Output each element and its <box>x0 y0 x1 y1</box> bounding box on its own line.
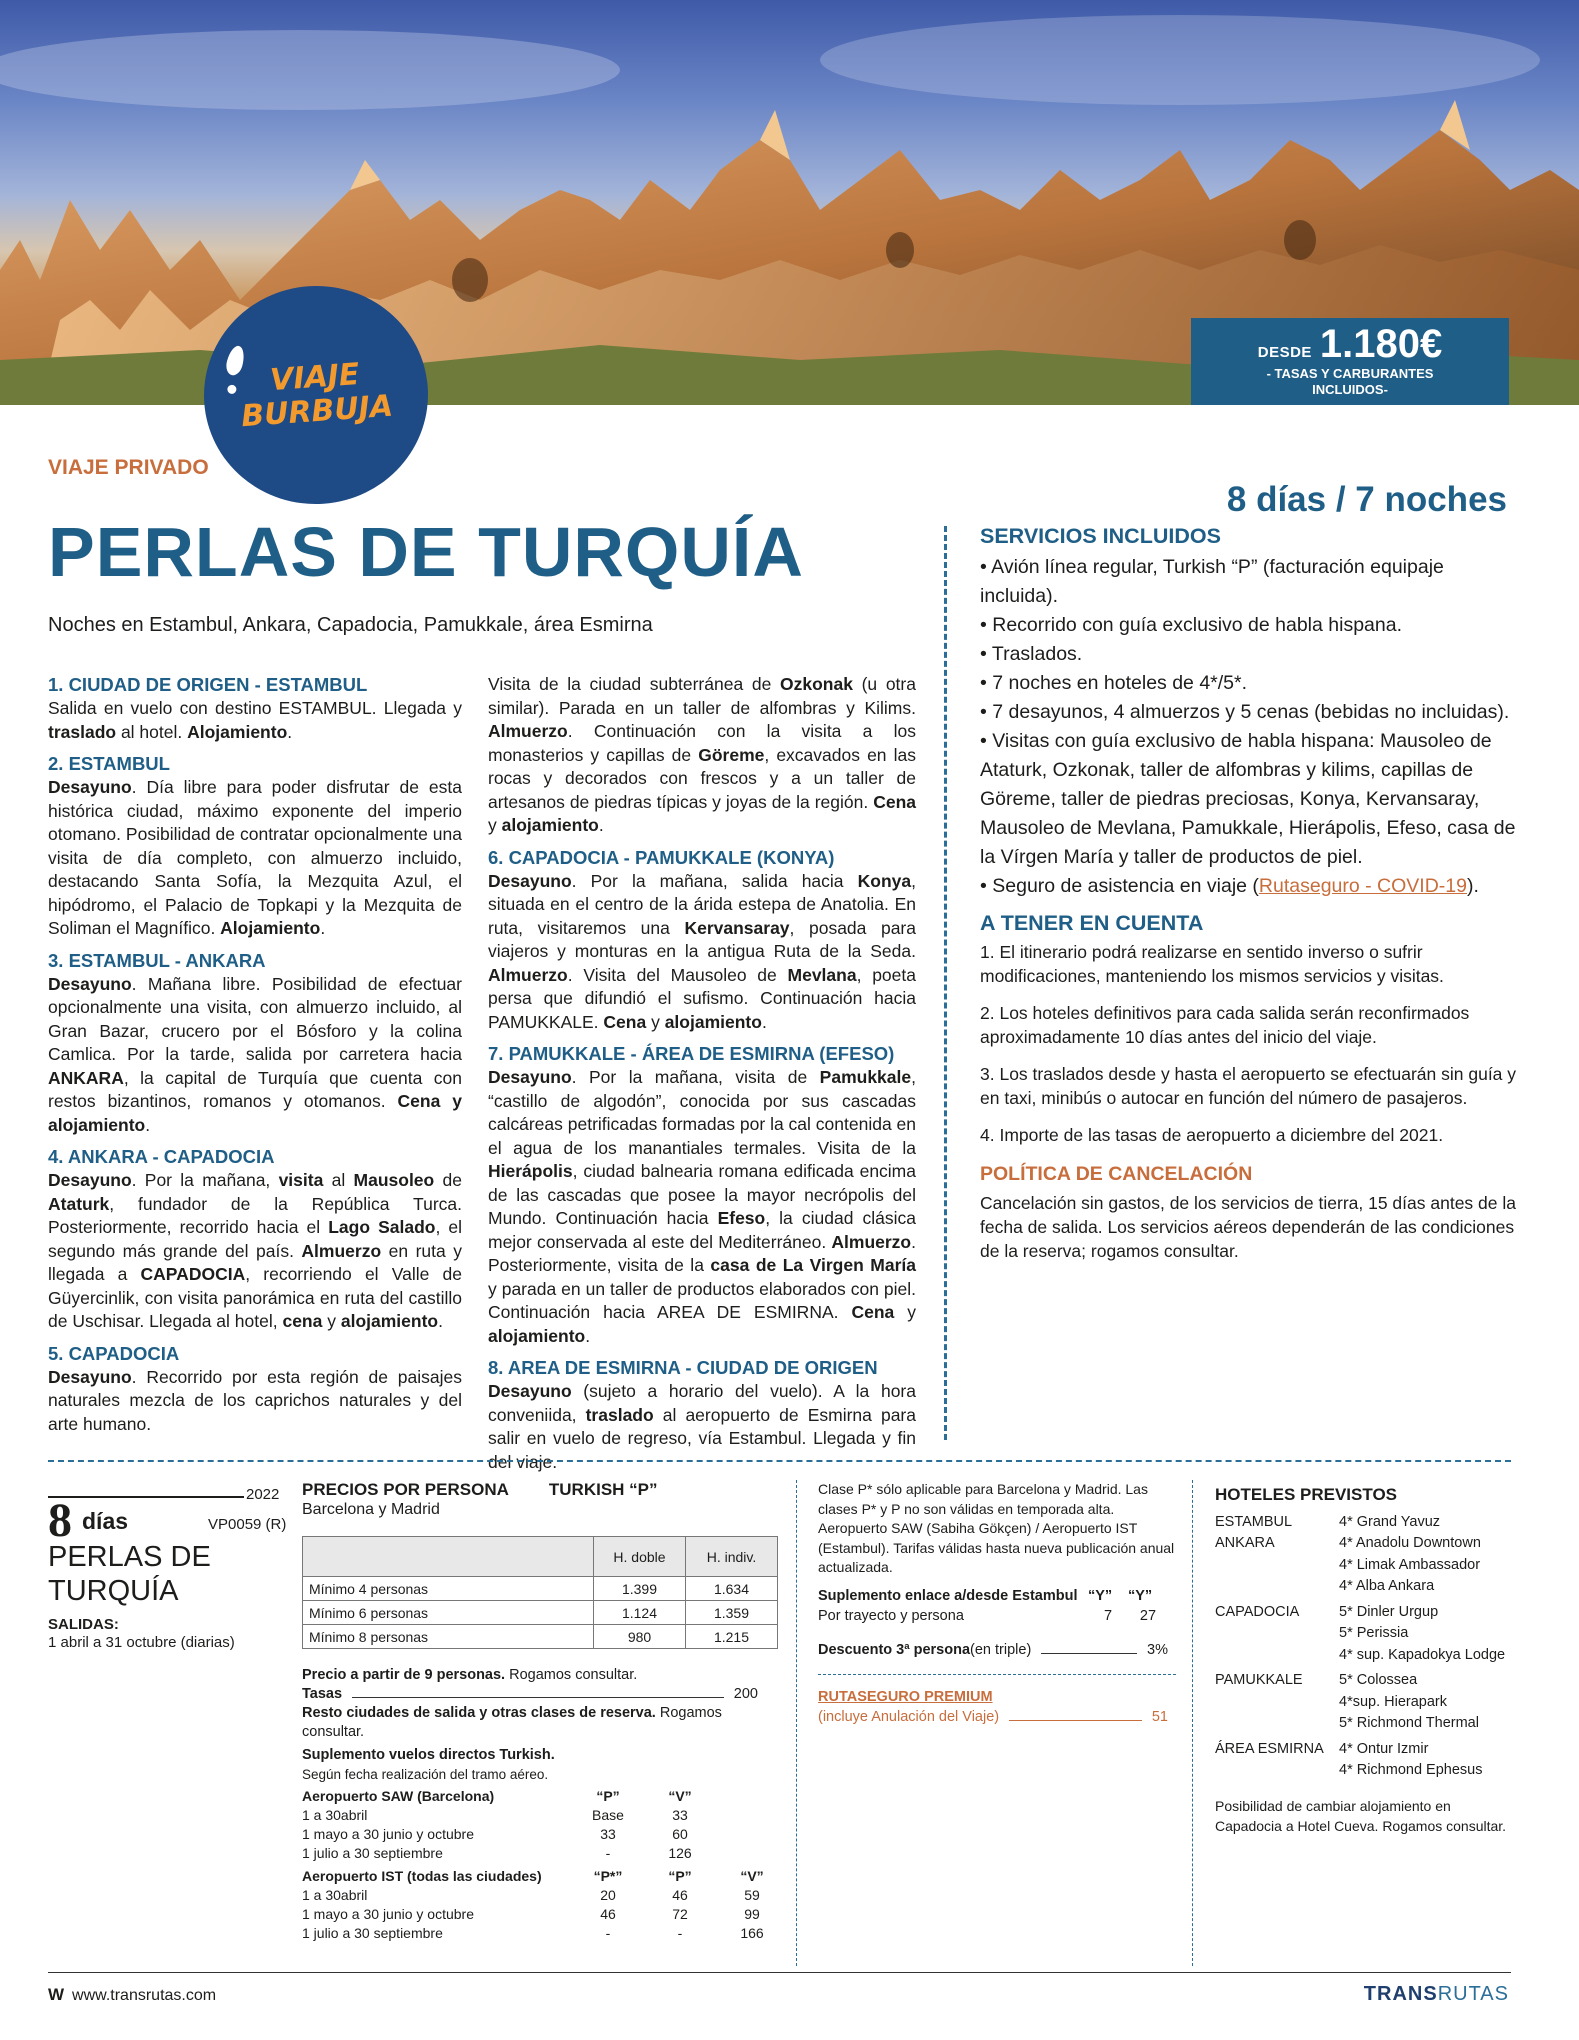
col-pstar: “P*” <box>593 1868 623 1884</box>
note-item: 4. Importe de las tasas de aeropuerto a diciembre del 2021. <box>980 1125 1444 1145</box>
day-5-text: Desayuno. Recorrido por esta región de paisajes naturales mezcla de los caprichos naturales y del arte humano. <box>48 1366 462 1434</box>
col-p: “P” <box>668 1868 692 1884</box>
hotel-name: 4* Richmond Ephesus <box>1339 1762 1483 1778</box>
saw-label: Aeropuerto SAW (Barcelona) <box>302 1788 495 1804</box>
day-1-title: 1. CIUDAD DE ORIGEN - ESTAMBUL <box>48 674 368 695</box>
rutaseguro-link[interactable]: Rutaseguro - COVID-19 <box>1258 875 1467 897</box>
hotel-city <box>1215 1760 1339 1782</box>
prices-title: PRECIOS POR PERSONA <box>302 1480 509 1499</box>
day-7-title: 7. PAMUKKALE - ÁREA DE ESMIRNA (EFESO) <box>488 1043 895 1064</box>
cell: 33 <box>672 1807 688 1823</box>
dot-icon <box>227 385 237 395</box>
row-label: Mínimo 6 personas <box>303 1601 594 1625</box>
insurance-prefix: • Seguro de asistencia en viaje ( <box>980 875 1259 897</box>
table-header-single: H. indiv. <box>686 1537 778 1577</box>
page-title: PERLAS DE TURQUÍA <box>48 513 804 591</box>
airline-label: TURKISH “P” <box>548 1480 658 1499</box>
year: 2022 <box>246 1486 280 1503</box>
table-row <box>303 1601 778 1625</box>
badge-line-2: BURBUJA <box>240 388 395 435</box>
price-from-label: DESDE <box>1257 344 1312 361</box>
trip-duration: 8 días / 7 noches <box>1226 480 1507 519</box>
tasas-label: Tasas <box>302 1686 343 1702</box>
hotel-city <box>1215 1692 1339 1714</box>
brand-logo <box>1364 1983 1509 2006</box>
price-double: 980 <box>594 1625 686 1649</box>
table-row <box>302 1825 772 1844</box>
rutaseguro-title[interactable]: RUTASEGURO PREMIUM <box>818 1688 993 1705</box>
day-6-title: 6. CAPADOCIA - PAMUKKALE (KONYA) <box>488 846 835 868</box>
insurance-suffix: ). <box>1467 875 1479 897</box>
service-item: • 7 noches en hoteles de 4*/5*. <box>980 672 1248 694</box>
footer-rule <box>48 1972 1511 1973</box>
table-row <box>303 1625 778 1649</box>
day-5-text-cont: Visita de la ciudad subterránea de Ozkonak (u otra similar). Parada en un taller de alfombras y Kilims. Almuerzo. Continuación con la visita a los monasterios y capillas de Göreme, excavados en las rocas y decorados con frescos y a un taller de artesanos de piedras típicas y joyas de la región. Cena y alojamiento. <box>488 674 916 835</box>
note-item: 2. Los hoteles definitivos para cada salida serán reconfirmados aproximadamente 10 días antes del inicio del viaje. <box>980 1003 1470 1047</box>
hotel-name: 4* Anadolu Downtown <box>1339 1535 1481 1551</box>
from9-bold: Precio a partir de 9 personas. <box>302 1667 506 1683</box>
hotel-name: 5* Perissia <box>1339 1625 1409 1641</box>
resto-text: Rogamos consultar. <box>302 1705 722 1740</box>
saw-table <box>302 1787 772 1943</box>
table-row <box>302 1905 772 1924</box>
supl-sub: Según fecha realización del tramo aéreo. <box>302 1767 549 1782</box>
row-label: 1 julio a 30 septiembre <box>302 1925 443 1941</box>
cell: 166 <box>740 1925 764 1941</box>
day-8-title: 8. AREA DE ESMIRNA - CIUDAD DE ORIGEN <box>488 1357 878 1378</box>
col-y: “Y” <box>1088 1587 1113 1604</box>
row-label: 1 a 30abril <box>302 1807 368 1823</box>
days-number: 8 <box>48 1494 72 1547</box>
row-label: 1 a 30abril <box>302 1887 368 1903</box>
price-double: 1.399 <box>594 1577 686 1601</box>
cell: 7 <box>1103 1607 1113 1624</box>
hotels-list <box>1215 1512 1515 1782</box>
cell: Base <box>592 1807 624 1823</box>
note-item: 1. El itinerario podrá realizarse en sentido inverso o sufrir modificaciones, manteniendo los mismos servicios y visitas. <box>980 942 1444 986</box>
hotel-city <box>1215 1713 1339 1735</box>
supl-title: Suplemento vuelos directos Turkish. <box>302 1747 555 1763</box>
salidas-value: 1 abril a 31 octubre (diarias) <box>48 1634 235 1651</box>
cell: 27 <box>1139 1607 1157 1624</box>
drop-icon <box>224 344 247 377</box>
cell: 60 <box>672 1826 688 1842</box>
column-divider <box>1192 1480 1193 1966</box>
cell: 46 <box>672 1887 688 1903</box>
section-divider <box>48 1460 1511 1462</box>
cell: - <box>605 1925 611 1941</box>
day-8-text: Desayuno (sujeto a horario del vuelo). A la hora conveniida, traslado al aeropuerto de Esmirna para salir en vuelo de regreso, vía Estambul. Llegada y fin del viaje. <box>488 1381 916 1472</box>
cell: 46 <box>600 1906 616 1922</box>
table-row <box>302 1924 772 1943</box>
cell: 59 <box>744 1887 760 1903</box>
itinerary-column-2 <box>488 673 916 1482</box>
services-title: SERVICIOS INCLUIDOS <box>980 524 1221 548</box>
resto-bold: Resto ciudades de salida y otras clases de reserva. <box>302 1705 656 1721</box>
service-item: • Visitas con guía exclusivo de habla hispana: Mausoleo de Ataturk, Ozkonak, taller de alfombras y kilims, capillas de Göreme, taller de piedras preciosas, Konya, Kervansaray, Mausoleo de Mevlana, Pamukkale, Hierápolis, Efeso, casa de la Vírgen María y taller de productos de piel. <box>980 730 1516 868</box>
row-label: 1 mayo a 30 junio y octubre <box>302 1906 474 1922</box>
brand-part-1: TRANS <box>1363 1983 1438 2005</box>
service-item: • Recorrido con guía exclusivo de habla hispana. <box>980 614 1403 636</box>
day-4-title: 4. ANKARA - CAPADOCIA <box>48 1146 275 1167</box>
hotel-name: 5* Dinler Urgup <box>1339 1603 1439 1620</box>
departure-cities: Barcelona y Madrid <box>302 1501 440 1518</box>
hotel-name: 4* Grand Yavuz <box>1339 1513 1441 1530</box>
col-v: “V” <box>668 1788 692 1804</box>
trip-type: VIAJE PRIVADO <box>48 456 209 479</box>
days-label: días <box>82 1508 129 1534</box>
enlace-label: Suplemento enlace a/desde Estambul <box>818 1587 1078 1604</box>
rutaseguro-value: 51 <box>1151 1708 1168 1725</box>
hotel-name: 4* Alba Ankara <box>1339 1578 1435 1594</box>
rutaseguro-sub: (incluye Anulación del Viaje) <box>818 1708 1000 1725</box>
day-3-text: Desayuno. Mañana libre. Posibilidad de efectuar opcionalmente una visita, con almuerzo incluido, al Gran Bazar, crucero por el Bósforo y la colina Camlica. Por la tarde, salida por carretera hacia ANKARA, la capital de Turquía que cuenta con restos bizantinos, romanos y otomanos. Cena y alojamiento. <box>48 973 462 1135</box>
col-v: “V” <box>740 1868 764 1884</box>
day-2-text: Desayuno. Día libre para poder disfrutar de esta histórica ciudad, máximo exponente del imperio otomano. Posibilidad de contratar opcionalmente una visita de día completo, con almuerzo incluido, destacando Santa Sofía, la Mezquita Azul, el hipódromo, el Palacio de Topkapi y la Mezquita de Soliman el Magnífico. Alojamiento. <box>48 777 462 938</box>
column-divider <box>796 1480 797 1966</box>
day-7-text: Desayuno. Por la mañana, visita de Pamukkale, “castillo de algodón”, conocida por sus cascadas calcáreas petrificadas formadas por la cal contenida en el agua de los manantiales termales. Visita de la Hierápolis, ciudad balnearia romana edificada encima de las cascadas que posee la mayor necrópolis del Mundo. Continuación hacia Efeso, la ciudad clásica mejor conservada al este del Mediterráneo. Almuerzo. Posteriormente, visita de la casa de La Virgen María y parada en un taller de productos elaborados con piel. Continuación hacia AREA DE ESMIRNA. Cena y alojamiento. <box>488 1067 917 1346</box>
services-column <box>980 522 1520 1276</box>
hotel-city: CAPADOCIA <box>1215 1603 1300 1620</box>
hotel-city: ANKARA <box>1215 1535 1275 1551</box>
service-item: • Avión línea regular, Turkish “P” (facturación equipaje incluida). <box>980 556 1444 607</box>
cancel-text: Cancelación sin gastos, de los servicios de tierra, 15 días antes de la fecha de salida. Los servicios aéreos dependerán de las condiciones de la reserva; rogamos consultar. <box>980 1193 1516 1261</box>
price-amount: 1.180€ <box>1319 322 1443 366</box>
cell: - <box>677 1925 683 1941</box>
footer-url[interactable] <box>48 1985 216 2005</box>
footer-url-text[interactable]: www.transrutas.com <box>72 1987 217 2004</box>
price-single: 1.359 <box>686 1601 778 1625</box>
table-row <box>302 1806 772 1825</box>
day-2-title: 2. ESTAMBUL <box>48 753 170 774</box>
cell: 99 <box>744 1906 760 1922</box>
prices-table <box>302 1536 778 1649</box>
services-list <box>980 553 1520 901</box>
hotel-city <box>1215 1555 1339 1577</box>
column-divider <box>944 526 947 1440</box>
hotel-city: ESTAMBUL <box>1215 1513 1293 1530</box>
day-6-text: Desayuno. Por la mañana, salida hacia Konya, situada en el centro de la árida estepa de Anatolia. En ruta, visitaremos una Kervansaray, posada para viajeros y monturas en la antigua Ruta de la Seda. Almuerzo. Visita del Mausoleo de Mevlana, poeta persa que difundió el sufismo. Continuación hacia PAMUKKALE. Cena y alojamiento. <box>488 870 916 1032</box>
hotels-column <box>1215 1484 1515 1836</box>
summary-trip-name: PERLAS DE TURQUÍA <box>48 1541 211 1607</box>
cell: 126 <box>668 1845 692 1861</box>
itinerary-column-1 <box>48 673 462 1444</box>
badge-line-1: VIAJE <box>269 356 361 399</box>
cell: 72 <box>672 1906 688 1922</box>
prices-notes <box>302 1666 772 1943</box>
brand-part-2: RUTAS <box>1437 1983 1509 2005</box>
prices-header <box>302 1480 782 1519</box>
day-3-title: 3. ESTAMBUL - ANKARA <box>48 949 266 971</box>
hotel-city: ÁREA ESMIRNA <box>1215 1740 1324 1757</box>
price-note: - TASAS Y CARBURANTES INCLUIDOS- <box>1266 366 1434 397</box>
hotel-city <box>1215 1576 1339 1598</box>
desc-bold: Descuento 3ª persona <box>818 1641 971 1658</box>
price-single: 1.634 <box>686 1577 778 1601</box>
hotel-city <box>1215 1623 1339 1645</box>
price-double: 1.124 <box>594 1601 686 1625</box>
supplements-column <box>818 1480 1176 1727</box>
desc-value: 3% <box>1147 1641 1168 1658</box>
service-item-insurance <box>980 872 1520 901</box>
price-from-box <box>1191 318 1509 405</box>
hotel-name: 4* Ontur Izmir <box>1339 1740 1429 1757</box>
notes-title: A TENER EN CUENTA <box>980 911 1204 935</box>
day-4-text: Desayuno. Por la mañana, visita al Mausoleo de Ataturk, fundador de la República Turca. Posteriormente, recorrido hacia el Lago Salado, el segundo más grande del país. Almuerzo en ruta y llegada a CAPADOCIA, recorriendo el Valle de Güyercinlik, con visita panorámica en ruta del castillo de Uschisar. Llegada al hotel, cena y alojamiento. <box>48 1170 462 1331</box>
cell: 33 <box>600 1826 616 1842</box>
row-label: Mínimo 4 personas <box>303 1577 594 1601</box>
table-header-double: H. doble <box>594 1537 686 1577</box>
hotel-name: 5* Richmond Thermal <box>1339 1715 1479 1731</box>
row-label: 1 mayo a 30 junio y octubre <box>302 1826 474 1842</box>
ist-label: Aeropuerto IST (todas las ciudades) <box>302 1868 542 1884</box>
row-label: Mínimo 8 personas <box>303 1625 594 1649</box>
col-p: “P” <box>596 1788 620 1804</box>
row-label: 1 julio a 30 septiembre <box>302 1845 443 1861</box>
desc-text: (en triple) <box>970 1641 1032 1658</box>
web-icon: W <box>48 1985 65 2004</box>
service-item: • Traslados. <box>980 643 1083 665</box>
year-rule <box>48 1496 244 1498</box>
hotel-city <box>1215 1645 1339 1667</box>
hotels-note: Posibilidad de cambiar alojamiento en Capadocia a Hotel Cueva. Rogamos consultar. <box>1215 1797 1507 1834</box>
hotel-name: 5* Colossea <box>1339 1672 1418 1688</box>
hotels-title: HOTELES PREVISTOS <box>1215 1485 1398 1504</box>
cancel-title: POLÍTICA DE CANCELACIÓN <box>980 1163 1253 1185</box>
day-1-text: Salida en vuelo con destino ESTAMBUL. Llegada y traslado al hotel. Alojamiento. <box>48 698 462 742</box>
trayecto-label: Por trayecto y persona <box>818 1607 964 1624</box>
table-row <box>303 1577 778 1601</box>
table-row <box>302 1886 772 1905</box>
service-item: • 7 desayunos, 4 almuerzos y 5 cenas (bebidas no incluidas). <box>980 701 1510 723</box>
page-subtitle: Noches en Estambul, Ankara, Capadocia, Pamukkale, área Esmirna <box>48 614 653 636</box>
hotel-name: 4* sup. Kapadokya Lodge <box>1339 1646 1506 1663</box>
from9-text: Rogamos consultar. <box>505 1667 638 1683</box>
table-header-blank <box>303 1537 594 1577</box>
tasas-value: 200 <box>733 1686 758 1702</box>
cell: 20 <box>600 1887 616 1903</box>
table-row <box>302 1844 772 1863</box>
salidas-label: SALIDAS: <box>48 1616 119 1633</box>
price-single: 1.215 <box>686 1625 778 1649</box>
hotel-name: 4* Limak Ambassador <box>1339 1556 1481 1573</box>
hotel-name: 4*sup. Hierapark <box>1339 1693 1447 1710</box>
cell: - <box>605 1845 611 1861</box>
day-5-title: 5. CAPADOCIA <box>48 1342 180 1364</box>
note-item: 3. Los traslados desde y hasta el aeropuerto se efectuarán sin guía y en taxi, minibús o autocar en función del número de pasajeros. <box>980 1064 1517 1108</box>
trip-code: VP0059 (R) <box>208 1516 287 1533</box>
col-y: “Y” <box>1128 1587 1153 1604</box>
hotel-city: PAMUKKALE <box>1215 1672 1303 1688</box>
clase-note: Clase P* sólo aplicable para Barcelona y Madrid. Las clases P* y P no son válidas en temporada alta. Aeropuerto SAW (Sabiha Gökçen) / Aeropuerto IST (Estambul). Tarifas válidas hasta nueva publicación anual actualizada. <box>818 1481 1175 1575</box>
